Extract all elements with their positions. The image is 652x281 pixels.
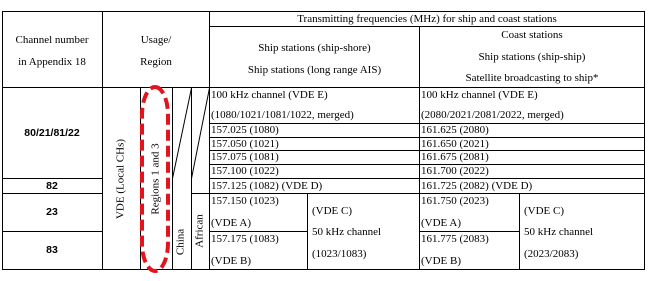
header-coast-line1: Coast stations <box>501 29 563 41</box>
channel-number: 80/21/81/22 <box>24 127 80 139</box>
ship-cell: 157.175 (1083) <box>211 233 279 245</box>
header-channel-line1: Channel number <box>15 34 89 46</box>
ship-cell: 100 kHz channel (VDE E) <box>211 89 328 101</box>
header-coast-line2: Ship stations (ship-ship) <box>478 51 586 63</box>
coast-cell: 50 kHz channel <box>524 226 594 238</box>
ship-cell: (VDE B) <box>211 255 252 267</box>
coast-cell: 161.650 (2021) <box>421 138 489 150</box>
header-usage-line1: Usage/ <box>140 34 172 46</box>
header-usage-line2: Region <box>140 56 172 68</box>
header-ship-line1: Ship stations (ship-shore) <box>258 42 371 54</box>
header-tx-title: Transmitting frequencies (MHz) for ship and coast stations <box>297 13 557 25</box>
ship-cell: (1080/1021/1081/1022, merged) <box>211 109 354 121</box>
ship-cell: 157.125 (1082) (VDE D) <box>211 180 323 192</box>
coast-cell: (VDE B) <box>421 255 462 267</box>
coast-cell: 161.700 (2022) <box>421 165 489 177</box>
channel-number: 23 <box>46 206 58 218</box>
ship-cell: (VDE C) <box>312 205 353 217</box>
coast-cell: (2080/2021/2081/2022, merged) <box>421 109 564 121</box>
coast-cell: 161.750 (2023) <box>421 195 489 207</box>
ship-cell: 157.100 (1022) <box>211 165 279 177</box>
header-ship-line2: Ship stations (long range AIS) <box>247 64 382 76</box>
coast-cell: (VDE A) <box>421 217 462 229</box>
ship-cell: (1023/1083) <box>312 248 367 260</box>
coast-cell: 161.625 (2080) <box>421 124 489 136</box>
usage-regions-1-3: Regions 1 and 3 <box>149 143 162 215</box>
channel-number: 83 <box>46 244 58 256</box>
coast-cell: 100 kHz channel (VDE E) <box>421 89 538 101</box>
usage-vde-local: VDE (Local CHs) <box>114 138 127 220</box>
coast-cell: (2023/2083) <box>524 248 579 260</box>
ship-cell: 157.150 (1023) <box>211 195 279 207</box>
coast-cell: 161.675 (2081) <box>421 151 489 163</box>
header-channel-line2: in Appendix 18 <box>18 56 86 68</box>
usage-african: African <box>193 214 206 248</box>
coast-cell: (VDE C) <box>524 205 565 217</box>
coast-cell: 161.775 (2083) <box>421 233 489 245</box>
usage-china: China <box>174 228 187 256</box>
channel-number: 82 <box>46 180 58 192</box>
header-coast-line3: Satellite broadcasting to ship* <box>465 72 599 84</box>
ship-cell: (VDE A) <box>211 217 252 229</box>
ship-cell: 157.075 (1081) <box>211 151 279 163</box>
coast-cell: 161.725 (2082) (VDE D) <box>421 180 533 192</box>
ship-cell: 157.050 (1021) <box>211 138 279 150</box>
ship-cell: 50 kHz channel <box>312 226 382 238</box>
ship-cell: 157.025 (1080) <box>211 124 279 136</box>
